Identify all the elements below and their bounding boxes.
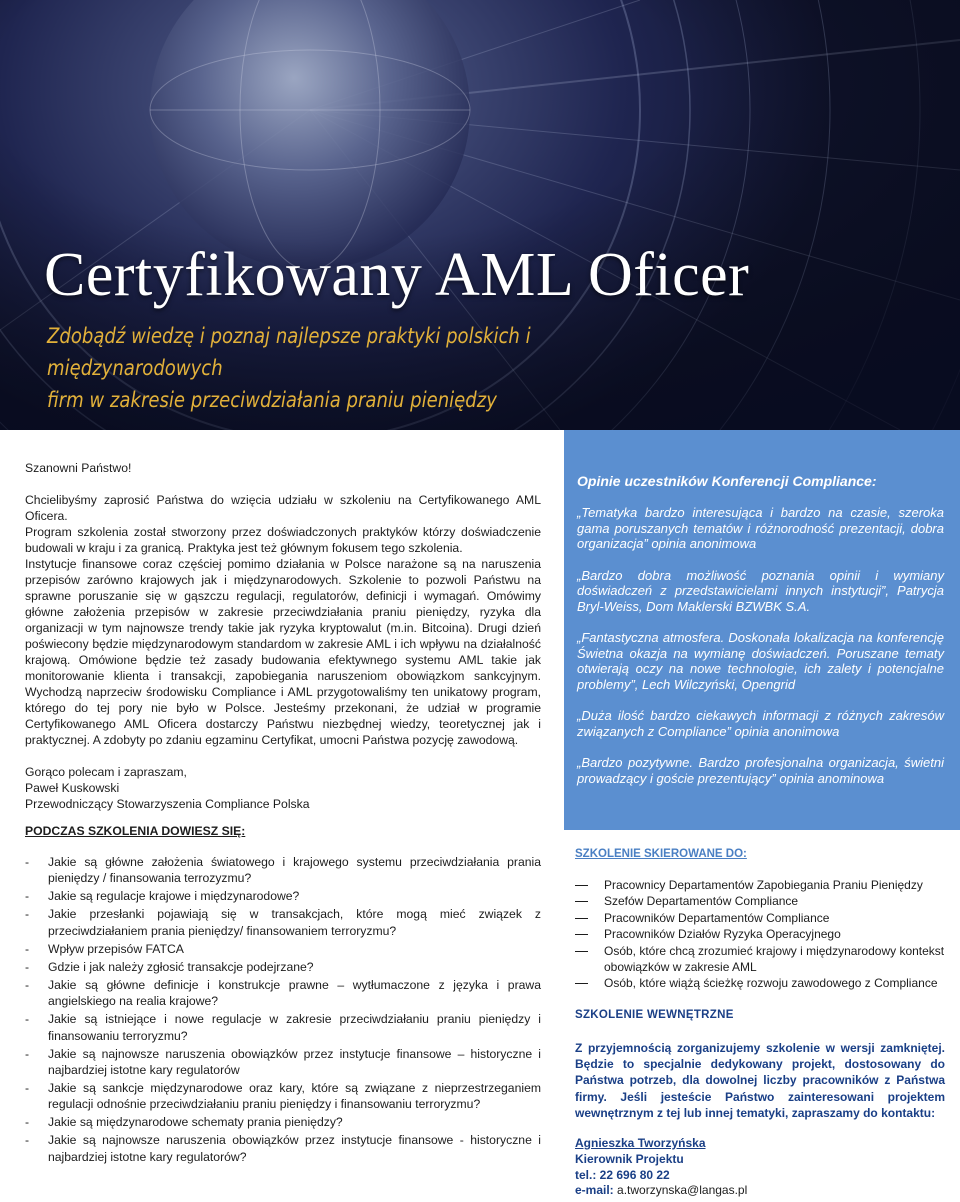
opinion-quote: „Tematyka bardzo interesująca i bardzo na czasie, szeroka gama poruszanych tematów i różnorodność prezentacji, dobra organizacja” opinia anonimowa (577, 505, 944, 551)
page-title: Certyfikowany AML Oficer (44, 241, 750, 309)
list-item: - Jakie są istniejące i nowe regulacje w zakresie przeciwdziałaniu praniu pieniędzy i finansowaniu terroryzmu? (25, 1011, 541, 1044)
list-item: - Jakie są najnowsze naruszenia obowiązków przez instytucje finansowe – historyczne i najbardziej istotne kary regulatorów (25, 1046, 541, 1079)
target-heading: SZKOLENIE SKIEROWANE DO: (575, 848, 747, 860)
letter-closing: Gorąco polecam i zapraszam, (25, 765, 187, 779)
list-item: - Jakie są główne definicje i konstrukcje prawne – wytłumaczone z języka i prawa angielskiego na realia krajowe? (25, 977, 541, 1010)
contact-phone[interactable]: tel.: 22 696 80 22 (575, 1167, 670, 1182)
opinion-quote: „Bardzo pozytywne. Bardzo profesjonalna organizacja, świetni prowadzący i goście prezentujący” opinia anominowa (577, 755, 944, 786)
letter-signature-title: Przewodniczący Stowarzyszenia Compliance Polska (25, 797, 310, 811)
page-subtitle (47, 320, 649, 416)
opinions-title: Opinie uczestników Konferencji Compliance: (577, 473, 877, 489)
opinions-box (564, 430, 960, 830)
learn-list (25, 854, 541, 1167)
opinion-quote: „Fantastyczna atmosfera. Doskonała lokalizacja na konferencję Świetna okazja na wymianę doświadczeń. Poruszane tematy otwierają oczy na nowe technologie, ich zalety i potencjalne problemy”, Lech Wilczyński, Opengrid (577, 630, 944, 692)
list-item: - Gdzie i jak należy zgłosić transakcje podejrzane? (25, 959, 541, 975)
letter-intro: Chcielibyśmy zaprosić Państwa do wzięcia udziału w szkoleniu na Certyfikowanego AML Oficera. (25, 493, 541, 523)
list-item: - Jakie są główne założenia światowego i krajowego systemu przeciwdziałania prania pieniędzy / finansowania terrozyzmu? (25, 854, 541, 887)
target-list (575, 877, 945, 992)
list-item: - Jakie przesłanki pojawiają się w transakcjach, które mogą mieć związek z przeciwdziałaniem prania pieniędzy/ finansowaniem terroryzmu? (25, 906, 541, 939)
hero-banner (0, 0, 960, 430)
contact-email-label: e-mail: (575, 1183, 614, 1198)
list-item: Szefów Departamentów Compliance (575, 893, 945, 909)
opinion-quote: „Bardzo dobra możliwość poznania opinii i wymiany doświadczeń z przedstawicielami innych instytucji”, Patrycja Bryl-Weiss, Dom Maklerski BZWBK S.A. (577, 567, 944, 614)
subtitle-line: firm w zakresie przeciwdziałania praniu pieniędzy (47, 388, 497, 412)
list-item: Pracownicy Departamentów Zapobiegania Praniu Pieniędzy (575, 877, 945, 893)
list-item: Pracowników Działów Ryzyka Operacyjnego (575, 926, 945, 942)
contact-name: Agnieszka Tworzyńska (575, 1136, 706, 1150)
opinion-quote: „Duża ilość bardzo ciekawych informacji z różnych zakresów związanych z Compliance” opinia anonimowa (577, 708, 944, 739)
letter-signature-name: Paweł Kuskowski (25, 781, 120, 795)
list-item: - Jakie są najnowsze naruszenia obowiązków przez instytucje finansowe - historyczne i najbardziej istotne kary regulatorów? (25, 1132, 541, 1165)
list-item: - Jakie są regulacje krajowe i międzynarodowe? (25, 888, 541, 904)
list-item: Osób, które wiążą ścieżkę rozwoju zawodowego z Compliance (575, 975, 945, 991)
list-item: Osób, które chcą zrozumieć krajowy i międzynarodowy kontekst obowiązków w zakresie AML (575, 943, 945, 976)
list-item: - Wpływ przepisów FATCA (25, 941, 541, 957)
subtitle-line: Zdobądź wiedzę i poznaj najlepsze praktyki polskich i międzynarodowych (47, 324, 531, 380)
list-item: Pracowników Departamentów Compliance (575, 910, 945, 926)
contact-email-link[interactable]: a.tworzynska@langas.pl (617, 1183, 748, 1198)
letter-paragraph: Instytucje finansowe coraz częściej pomimo działania w Polsce narażone są na naruszenia przepisów zarówno krajowych jak i międzynarodowych. Szkolenie to pozwoli Państwu na sprawne poruszanie się w gąszczu regulacji, regulatorów, definicji i wymagań. Omówimy główne założenia przepisów w zakresie przeciwdziałania praniu pieniędzy, ryzyka dla organizacji w tym najnowsze trendy takie jak ryzyka kryptowalut (m.in. Bitcoina). Drugi dzień poświecony będzie międzynarodowym standardom w zakresie AML i ich wpływu na działalność krajową. Omówione będzie też zasady budowania efektywnego systemu AML takie jak monitorowanie klienta i transakcji, zapobiegania naruszeniom obowiązkom sankcyjnym. Wychodzą naprzeciw środowisku Compliance i AML przygotowaliśmy ten unikatowy program, którego do tej pory nie było w Polsce. Jesteśmy przekonani, że udział w programie Certyfikowanego AML Oficera dostarczy Państwu niezbędnej wiedzy, teoretycznej jak i praktycznej. A zdobyty po zdaniu egzaminu Certyfikat, umocni Państwa pozycję zawodową. (25, 557, 541, 747)
learn-heading: PODCZAS SZKOLENIA DOWIESZ SIĘ: (25, 824, 246, 838)
invitation-letter (25, 460, 541, 812)
inhouse-heading: SZKOLENIE WEWNĘTRZNE (575, 1009, 734, 1021)
contact-block (575, 1136, 945, 1199)
inhouse-text: Z przyjemnością zorganizujemy szkolenie w wersji zamkniętej. Będzie to specjalnie dedykowany projekt, dostosowany do Państwa potrzeb, dla dowolnej liczby pracowników z Państwa firmy. Jeśli jesteście Państwo zainteresowani projektem wewnętrznym z tej lub innej tematyki, zapraszamy do kontaktu: (575, 1041, 945, 1120)
contact-email-row (575, 1183, 945, 1199)
contact-role: Kierownik Projektu (575, 1151, 684, 1166)
letter-greeting: Szanowni Państwo! (25, 461, 132, 475)
letter-paragraph: Program szkolenia został stworzony przez doświadczonych praktyków którzy doświadczenie budowali w kraju i za granicą. Praktyka jest też głównym fokusem tego szkolenia. (25, 525, 541, 555)
list-item: - Jakie są międzynarodowe schematy prania pieniędzy? (25, 1114, 541, 1130)
list-item: - Jakie są sankcje międzynarodowe oraz kary, które są związane z nieprzestrzeganiem regulacji odnośnie przeciwdziałaniu praniu pieniędzy i finansowaniu terroryzmu? (25, 1080, 541, 1113)
